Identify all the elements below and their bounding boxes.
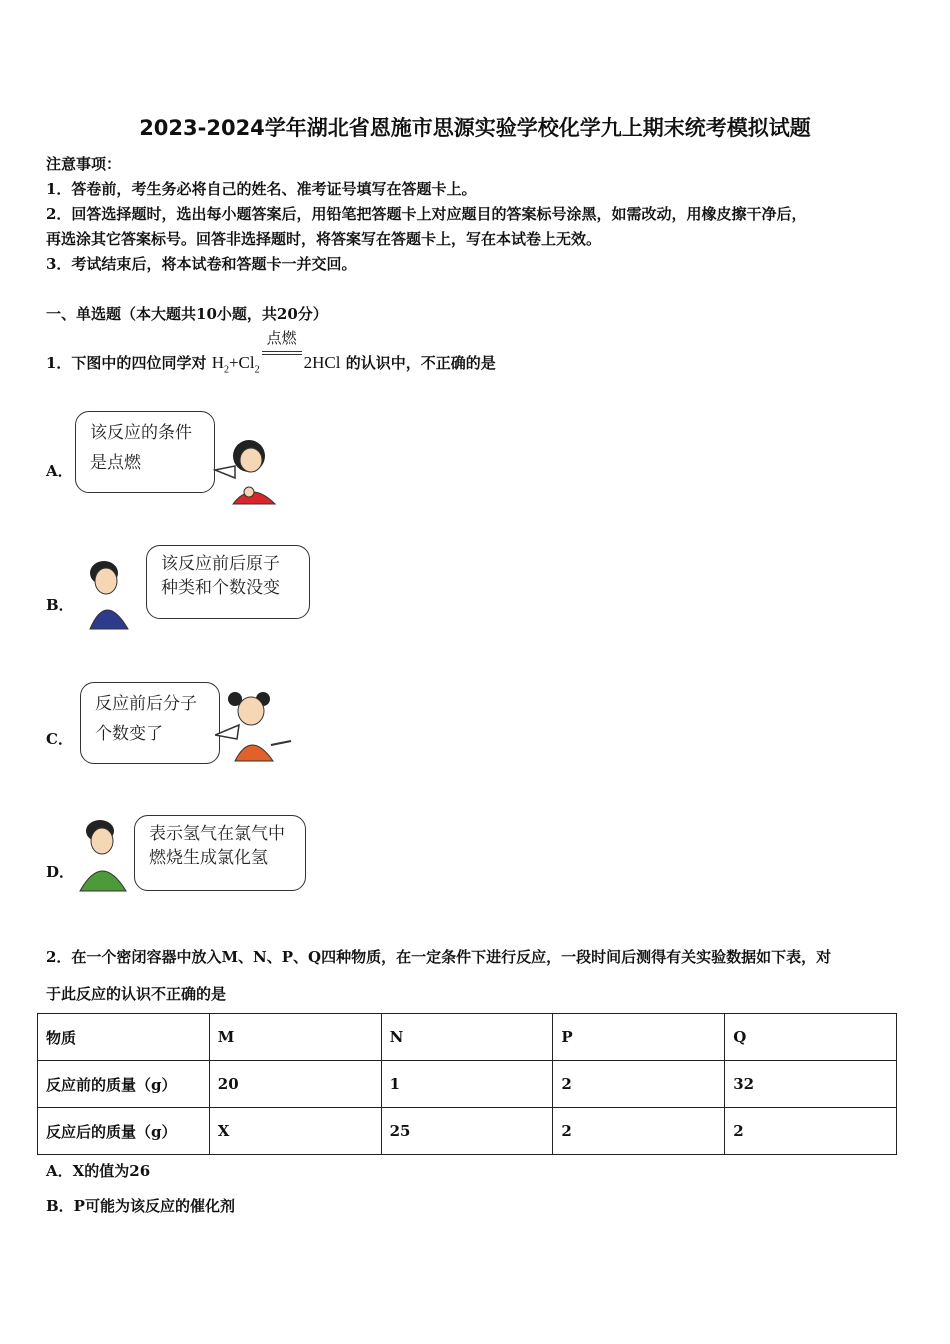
table-row [38,1108,897,1155]
table-cell: X [209,1108,381,1155]
option-c-bubble [80,682,220,764]
equation-plus-cl: +Cl [228,353,255,372]
girl-figure-icon [205,430,285,510]
question-2-stem-line1: 2．在一个密闭容器中放入M、N、P、Q四种物质，在一定条件下进行反应，一段时间后测得有关实验数据如下表，对 [46,948,832,966]
table-cell: 2 [725,1108,897,1155]
question-2-stem-line2: 于此反应的认识不正确的是 [46,985,227,1003]
table-header-cell: M [209,1014,381,1061]
notice-item-3: 3．考试结束后，将本试卷和答题卡一并交回。 [46,255,357,273]
question-2-option-b: B．P可能为该反应的催化剂 [46,1197,235,1215]
equation-h: H [211,353,224,372]
option-c-label: C． [46,730,73,748]
boy-figure-icon [80,555,140,631]
question-1-prefix: 1．下图中的四位同学对 [46,354,207,372]
option-b-line1: 该反应前后原子 [161,554,280,574]
option-b-label: B． [46,596,74,614]
equation-h-sub: 2 [223,364,229,376]
option-a-line2: 是点燃 [90,453,141,473]
question-1-suffix: 的认识中，不正确的是 [345,354,496,372]
option-d-label: D． [46,863,75,881]
boy-green-figure-icon [72,815,136,893]
table-header-row [38,1014,897,1061]
option-b-line2: 种类和个数没变 [161,578,280,598]
table-cell: 25 [381,1108,553,1155]
table-header-cell: Q [725,1014,897,1061]
table-cell: 反应前的质量（g） [38,1061,210,1108]
table-cell: 1 [381,1061,553,1108]
question-1-stem [46,329,496,376]
table-cell: 32 [725,1061,897,1108]
data-table [37,1013,897,1155]
option-a-bubble [75,411,215,493]
notice-item-2-cont: 再选涂其它答案标号。回答非选择题时，将答案写在答题卡上，写在本试卷上无效。 [46,230,602,248]
option-b-bubble [146,545,310,619]
table-header-cell: P [553,1014,725,1061]
option-c-line1: 反应前后分子 [95,694,197,714]
option-d-bubble [134,815,306,891]
table-header-cell: 物质 [38,1014,210,1061]
table-cell: 2 [553,1061,725,1108]
option-a-line1: 该反应的条件 [90,423,192,443]
notice-item-2: 2．回答选择题时，选出每小题答案后，用铅笔把答题卡上对应题目的答案标号涂黑，如需改动，用橡皮擦干净后， [46,205,807,223]
option-c-line2: 个数变了 [95,724,163,744]
equation-condition: 点燃 [266,329,297,347]
table-cell: 20 [209,1061,381,1108]
page-title: 2023-2024学年湖北省恩施市思源实验学校化学九上期末统考模拟试题 [139,116,811,140]
option-d-line2: 燃烧生成氯化氢 [149,848,268,868]
girl-pigtails-figure-icon [215,685,295,765]
section-heading: 一、单选题（本大题共10小题，共20分） [46,305,328,323]
equation-product: 2HCl [303,353,341,372]
table-cell: 2 [553,1108,725,1155]
table-header-cell: N [381,1014,553,1061]
question-2-option-a: A．X的值为26 [46,1162,151,1180]
notice-heading: 注意事项： [46,155,122,173]
table-row [38,1061,897,1108]
option-a-label: A． [46,462,73,480]
chemical-equation [211,329,341,376]
table-cell: 反应后的质量（g） [38,1108,210,1155]
option-d-line1: 表示氢气在氯气中 [149,824,285,844]
notice-item-1: 1．答卷前，考生务必将自己的姓名、准考证号填写在答题卡上。 [46,180,477,198]
equation-cl-sub: 2 [254,364,260,376]
